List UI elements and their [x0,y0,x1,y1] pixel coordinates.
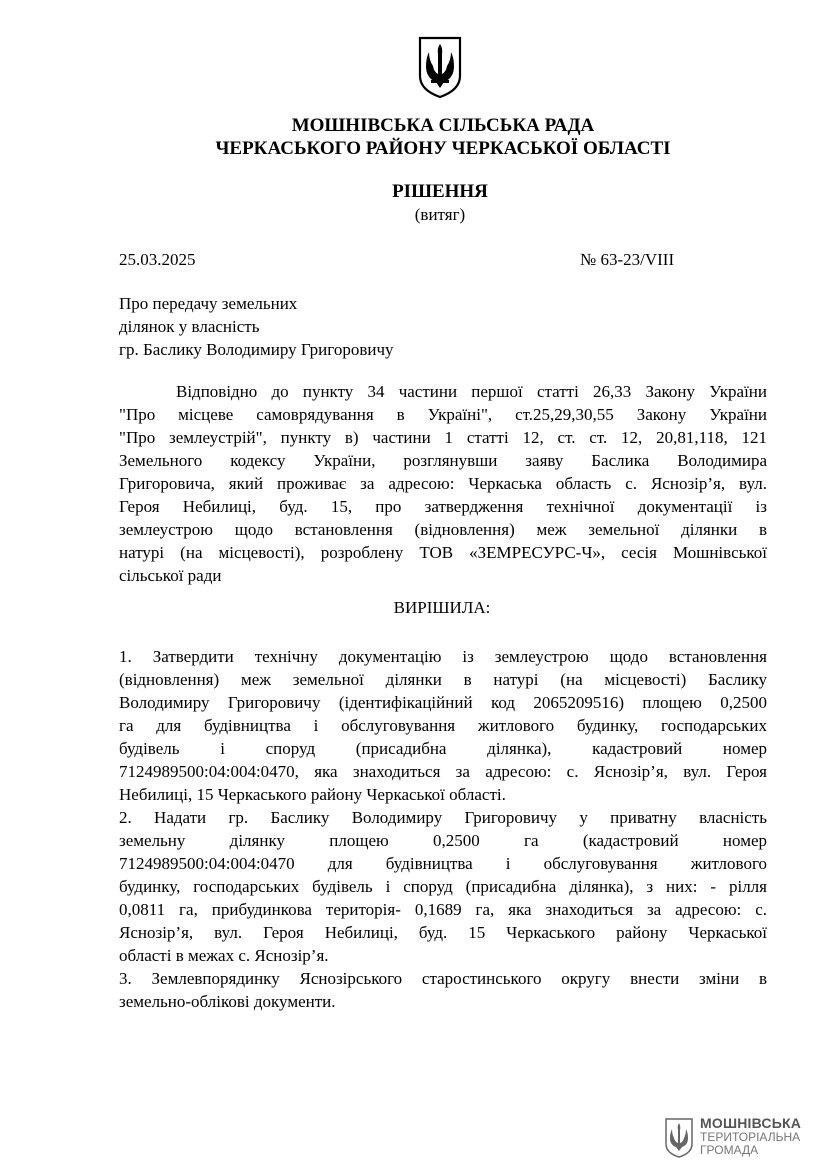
brand-line: МОШНІВСЬКА [700,1115,802,1131]
preamble-line: "Про землеустрій", пункту в) частини 1 статті 12, ст. ст. 12, 20,81,118, 121 [119,428,767,447]
decision-items [119,645,767,1013]
item-line: земельно-облікові документи. [119,992,336,1011]
council-district: ЧЕРКАСЬКОГО РАЙОНУ ЧЕРКАСЬКОЇ ОБЛАСТІ [215,138,671,159]
preamble-paragraph [119,380,767,587]
preamble-line: сільської ради [119,566,222,585]
item-line: Володимиру Григоровичу (ідентифікаційний код 2065209516) площею 0,2500 [119,693,767,712]
item-line: Яснозір’я, вул. Героя Небилиці, буд. 15 Черкаського району Черкаської [119,923,767,942]
preamble-line: натурі (на місцевості), розроблену ТОВ «ЗЕМРЕСУРС-Ч», сесія Мошнівської [119,543,767,562]
community-logo [664,1112,814,1162]
trident-emblem-icon [664,1117,694,1159]
decision-date: 25.03.2025 [119,250,196,269]
decision-subject [119,292,394,361]
subject-line: Про передачу земельних [119,294,298,313]
brand-line: ГРОМАДА [700,1143,759,1157]
item-line: 3. Землевпорядинку Яснозірського старостинського округу внести зміни в [119,969,767,988]
item-line: будівель і споруд (присадибна ділянка), кадастровий номер [119,739,767,758]
item-line: будинку, господарських будівель і споруд (присадибна ділянка), з них: - рілля [119,877,767,896]
item-line: 1. Затвердити технічну документацію із землеустрою щодо встановлення [119,647,767,666]
item-line: області в межах с. Яснозір’я. [119,946,329,965]
item-line: 7124989500:04:004:0470, яка знаходиться за адресою: с. Яснозір’я, вул. Героя [119,762,767,781]
preamble-line: Відповідно до пункту 34 частини першої статті 26,33 Закону України [176,382,767,401]
item-line: 7124989500:04:004:0470 для будівництва і обслуговування житлового [119,854,767,873]
item-line: Небилиці, 15 Черкаського району Черкаської області. [119,785,506,804]
preamble-line: Героя Небилиці, буд. 15, про затвердження технічної документації із [119,497,767,516]
item-line: земельну ділянку площею 0,2500 га (кадастровий номер [119,831,767,850]
item-line: (відновлення) меж земельної ділянки в натурі (на місцевості) Баслику [119,670,767,689]
decided-heading: ВИРІШИЛА: [393,598,491,617]
decision-number: № 63-23/VIII [580,250,675,269]
preamble-line: землеустрою щодо встановлення (відновлення) меж земельної ділянки в [119,520,767,539]
preamble-line: Григоровича, який проживає за адресою: Черкаська область с. Яснозір’я, вул. [119,474,767,493]
community-brand [700,1116,801,1157]
subject-line: ділянок у власність [119,317,260,336]
item-line: га для будівництва і обслуговування житлового будинку, господарських [119,716,767,735]
preamble-line: "Про місцеве самоврядування в Україні", ст.25,29,30,55 Закону України [119,405,767,424]
coat-of-arms-icon [416,34,464,100]
brand-line: ТЕРИТОРІАЛЬНА [700,1130,801,1144]
council-name: МОШНІВСЬКА СІЛЬСЬКА РАДА [291,115,595,136]
document-title: РІШЕННЯ [392,181,488,202]
item-line: 0,0811 га, прибудинкова територія- 0,1689 га, яка знаходиться за адресою: с. [119,900,767,919]
preamble-line: Земельного кодексу України, розглянувши заяву Баслика Володимира [119,451,767,470]
item-line: 2. Надати гр. Баслику Володимиру Григоровичу у приватну власність [119,808,767,827]
subject-line: гр. Баслику Володимиру Григоровичу [119,340,394,359]
document-subtitle: (витяг) [414,205,466,224]
